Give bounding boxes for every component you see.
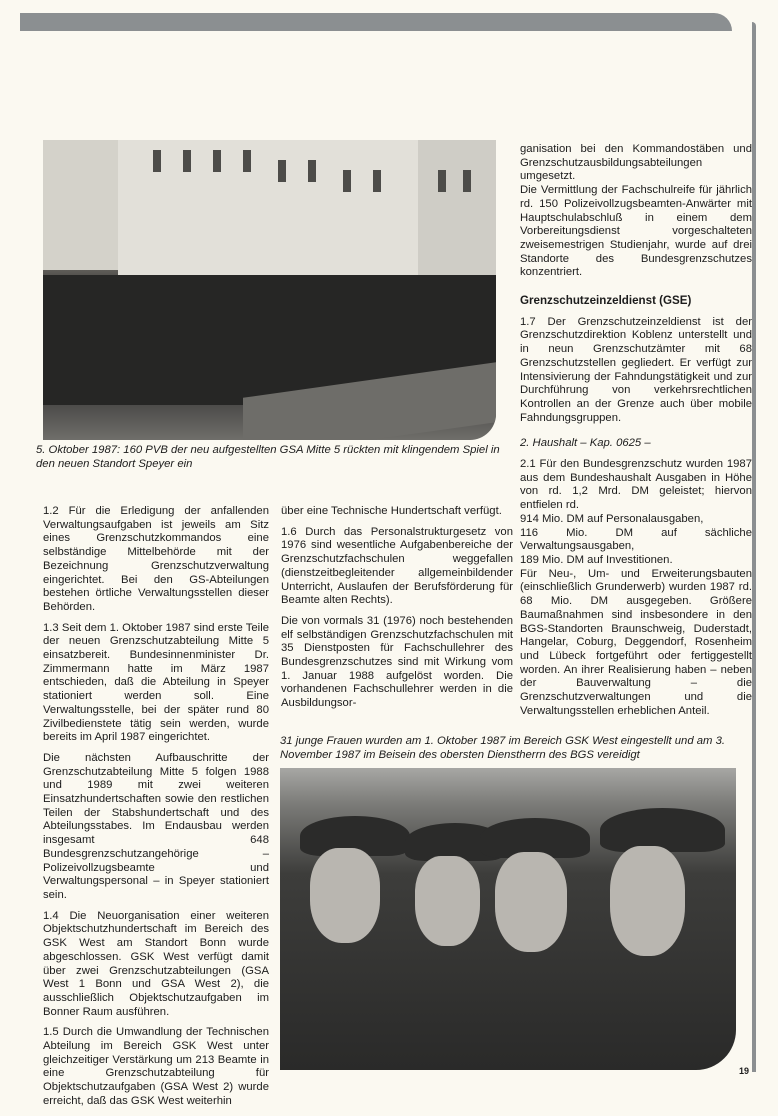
paragraph: Die von vormals 31 (1976) noch bestehenden elf selbständigen Grenzschutzfachschulen mit 35 Dienstposten für Fachschullehrer des Bundesgrenzschutzes sind mit Wirkung vom 1. Januar 1988 aufgelöst worden. Die vorhandenen Fachschullehrer werden in die Ausbildungsor- — [281, 614, 513, 710]
photo-caption-top: 5. Oktober 1987: 160 PVB der neu aufgestellten GSA Mitte 5 rückten mit klingendem Spiel in den neuen Standort Speyer ein — [36, 444, 500, 470]
paragraph-1-2: 1.2 Für die Erledigung der anfallenden Verwaltungsaufgaben ist jeweils am Sitz eines Grenzschutzkommandos eine selbständige Mittelbehörde mit der Bezeichnung Grenzschutzverwaltung eingerichtet. Bei den GS-Abteilungen bestehen örtliche Verwaltungsstellen dieser Behörden. — [43, 505, 269, 613]
paragraph-1-3: 1.3 Seit dem 1. Oktober 1987 sind erste Teile der neuen Grenzschutzabteilung Mitte 5 einsatzbereit. Bundesinnenminister Dr. Zimmermann hatte im März 1987 entschieden, daß die Abteilung in Speyer stationiert werden soll. Eine Verwaltungsstelle, bei der später rund 80 Zivilbedienstete tätig sein werden, wurde bereits im April 1987 eingerichtet. — [43, 621, 269, 744]
photo-women-oath — [280, 768, 736, 1070]
budget-line: 189 Mio. DM auf Investitionen. — [520, 553, 673, 566]
middle-column — [281, 505, 513, 718]
paragraph: ganisation bei den Kommandostäben und Grenzschutzausbildungsabteilungen umgesetzt. — [520, 143, 752, 183]
budget-line: 116 Mio. DM auf sächliche Verwaltungsausgaben, — [520, 526, 752, 553]
page-frame-top-bar — [20, 13, 732, 31]
page-number: 19 — [739, 1066, 750, 1076]
budget-line: 914 Mio. DM auf Personalausgaben, — [520, 512, 704, 525]
heading-haushalt: 2. Haushalt – Kap. 0625 – — [520, 437, 651, 450]
paragraph-2-1: 2.1 Für den Bundesgrenzschutz wurden 1987 aus dem Bundeshaushalt Ausgaben in Höhe von rd. 1,2 Mrd. DM geleistet; hiervon entfielen rd. — [520, 458, 752, 512]
paragraph: über eine Technische Hundertschaft verfügt. — [281, 505, 502, 517]
right-column-top — [520, 143, 752, 725]
paragraph-1-6: 1.6 Durch das Personalstrukturgesetz von 1976 sind wesentliche Aufgabenbereiche der Grenzschutzfachschulen weggefallen (dienstzeitbegleitender allgemeinbildender Unterricht, Auslaufen der Berufsförderung für Beamte alten Rechts). — [281, 525, 513, 607]
left-column — [43, 505, 269, 1116]
paragraph-1-5: 1.5 Durch die Umwandlung der Technischen Abteilung im Bereich GSK West unter gleichzeitiger Verstärkung um 213 Beamte in eine Grenzschutzabteilung für Objektschutzaufgaben (GSA West 2) wurde erreicht, daß das GSK West weiterhin — [43, 1026, 269, 1107]
heading-gse: Grenzschutzeinzeldienst (GSE) — [520, 294, 692, 308]
paragraph: Die Vermittlung der Fachschulreife für jährlich rd. 150 Polizeivollzugsbeamten-Anwärter mit Hauptschulabschluß in einem dem Vorbereitungsdienst vorgeschalteten zweisemestrigen Studienjahr, wurde auf drei Standorte des Bundesgrenzschutzes konzentriert. — [520, 184, 752, 279]
photo-parade-speyer — [43, 140, 496, 440]
paragraph-1-7: 1.7 Der Grenzschutzeinzeldienst ist der Grenzschutzdirektion Koblenz unterstellt und in neun Grenzschutzämter mit 68 Grenzschutzstellen gegliedert. Er verfügt zur Intensivierung der Fahndungstätigkeit und zur Durchführung von verkehrsrechtlichen Kontrollen an der Grenze auch über mobile Fahndungsgruppen. — [520, 315, 752, 424]
paragraph-1-4: 1.4 Die Neuorganisation einer weiteren Objektschutzhundertschaft im Bereich des GSK West am Standort Bonn wurde abgeschlossen. GSK West verfügt damit über zwei Grenzschutzabteilungen (GSA West 1 Bonn und GSA West 2), die ausschließlich Objektschutzaufgaben im Bonner Raum ausführen. — [43, 909, 269, 1018]
page-frame-right-rule — [752, 22, 756, 1072]
paragraph: Die nächsten Aufbauschritte der Grenzschutzabteilung Mitte 5 folgen 1988 und 1989 mit zwei weiteren Einsatzhundertschaften sowie den restlichen Teilen der Stabshundertschaft und des Abteilungsstabes. Im Endausbau werden insgesamt 648 Bundesgrenzschutzangehörige – Polizeivollzugsbeamte und Verwaltungspersonal – in Speyer stationiert sein. — [43, 751, 269, 901]
page-frame-inner — [20, 31, 736, 51]
paragraph: Für Neu-, Um- und Erweiterungsbauten (einschließlich Grunderwerb) wurden 1987 rd. 68 Mio. DM ausgegeben. Größere Baumaßnahmen sind insbesondere in den BGS-Standorten Braunschweig, Duderstadt, Hangelar, Coburg, Deggendorf, Rosenheim und Lübeck fortgeführt oder fertiggestellt worden. An ihrer Realisierung haben – neben der Bauverwaltung – die Grenzschutzverwaltungen und die Verwaltungsstellen erheblichen Anteil. — [520, 567, 752, 717]
photo-caption-bottom: 31 junge Frauen wurden am 1. Oktober 1987 im Bereich GSK West eingestellt und am 3. November 1987 im Beisein des obersten Dienstherrn des BGS vereidigt — [280, 735, 726, 761]
